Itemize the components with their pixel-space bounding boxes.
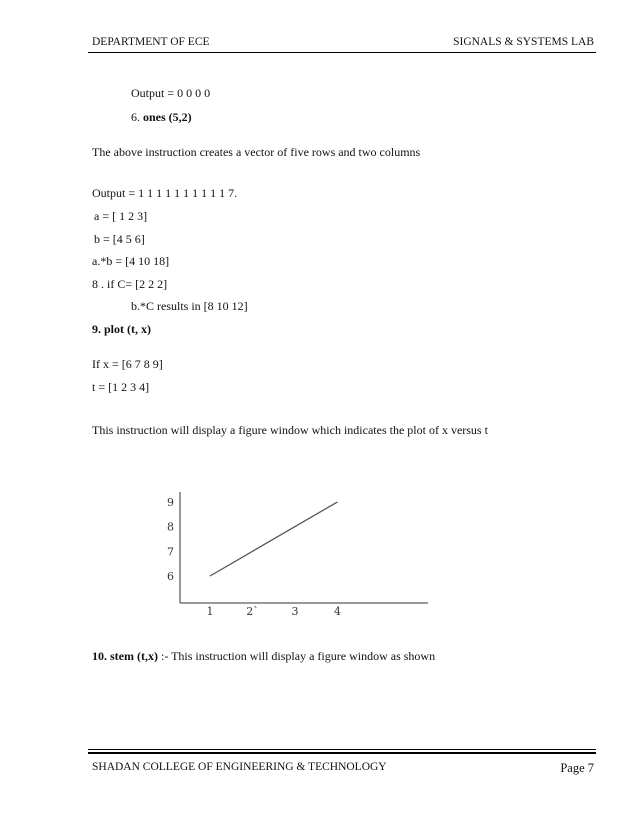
y-tick-label: 8 — [167, 520, 174, 534]
item-9-heading: 9. plot (t, x) — [92, 322, 151, 336]
x-tick-label: 2` — [246, 605, 259, 618]
ones-description: The above instruction creates a vector of five rows and two columns — [92, 145, 421, 159]
item-6-number: 6. — [131, 110, 143, 124]
x-tick-label: 3 — [291, 605, 299, 618]
plot-tick-labels — [167, 496, 341, 618]
item-10-description: :- This instruction will display a figure window as shown — [157, 649, 436, 663]
plot-description: This instruction will display a figure window which indicates the plot of x versus t — [92, 423, 488, 437]
vector-t: t = [1 2 3 4] — [92, 380, 150, 394]
y-tick-label: 7 — [167, 545, 174, 559]
header-rule — [88, 52, 596, 53]
plot-figure — [150, 490, 440, 620]
item-6-heading — [131, 110, 192, 125]
y-tick-label: 6 — [167, 570, 174, 583]
header-department: DEPARTMENT OF ECE — [92, 36, 210, 48]
item-10-command: 10. stem (t,x) — [92, 649, 158, 663]
vector-b: b = [4 5 6] — [94, 232, 145, 246]
footer-page-number: Page 7 — [560, 761, 594, 775]
y-tick-label: 9 — [167, 495, 174, 509]
header-course: SIGNALS & SYSTEMS LAB — [453, 36, 594, 48]
output-zeros: Output = 0 0 0 0 — [131, 86, 211, 100]
plot-axes — [180, 492, 428, 603]
vector-a: a = [ 1 2 3] — [94, 209, 148, 223]
item-8-result: b.*C results in [8 10 12] — [131, 299, 248, 313]
plot-marks — [210, 502, 338, 576]
item-10-line — [92, 649, 435, 664]
footer-rule-thin — [88, 749, 596, 750]
x-tick-label: 1 — [206, 605, 214, 618]
elementwise-product: a.*b = [4 10 18] — [92, 254, 170, 268]
item-6-command: ones (5,2) — [143, 110, 192, 124]
series-line — [210, 502, 338, 576]
output-ones: Output = 1 1 1 1 1 1 1 1 1 1 7. — [92, 186, 238, 200]
x-tick-label: 4 — [334, 605, 341, 618]
item-8-heading: 8 . if C= [2 2 2] — [92, 277, 168, 291]
vector-x: If x = [6 7 8 9] — [92, 357, 163, 371]
footer-rule-thick — [88, 752, 596, 754]
footer-college: SHADAN COLLEGE OF ENGINEERING & TECHNOLOGY — [92, 761, 387, 773]
